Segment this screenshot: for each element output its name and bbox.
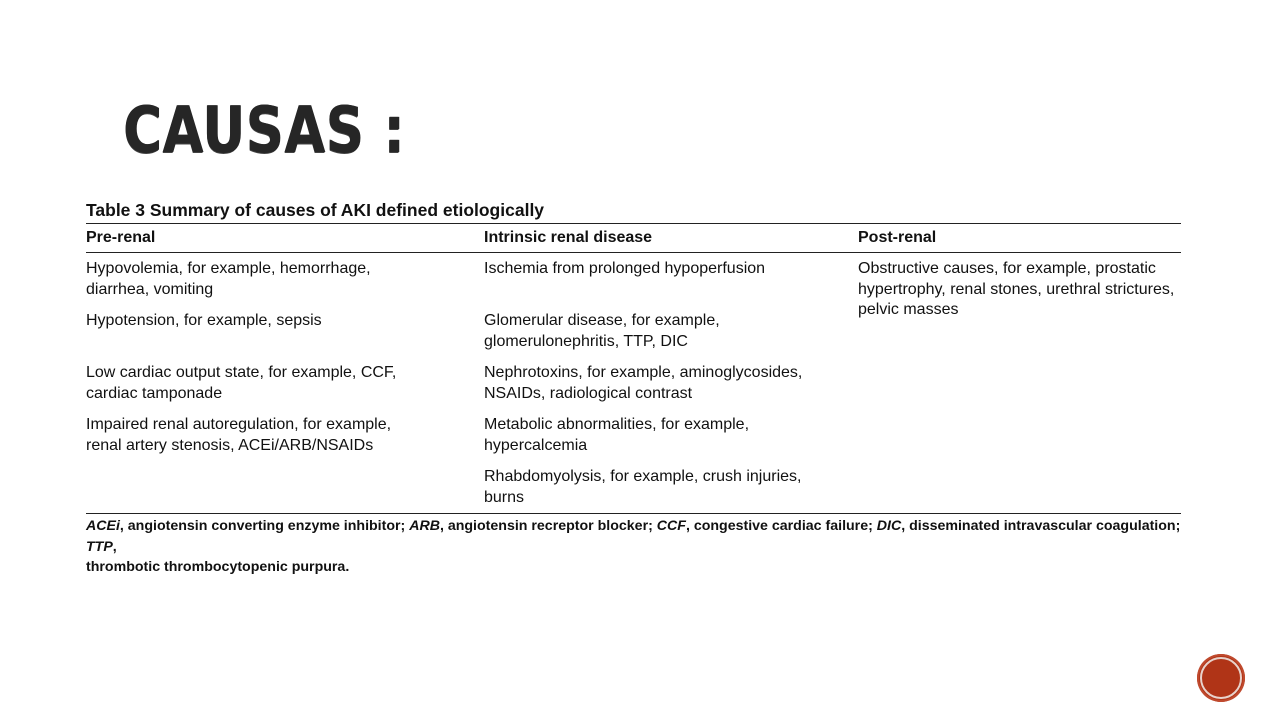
header-post-renal: Post-renal — [858, 229, 937, 246]
table-cell-pre-renal: Hypovolemia, for example, hemorrhage, diarrhea, vomiting — [86, 260, 371, 298]
footnote-text: , angiotensin converting enzyme inhibitor; — [119, 518, 410, 534]
footnote-text: , disseminated intravascular coagulation; — [901, 518, 1181, 534]
table-cell-post-renal: Obstructive causes, for example, prostatic hypertrophy, renal stones, urethral strictures, pelvic masses — [858, 260, 1175, 318]
footnote-abbr: ARB — [409, 518, 440, 534]
header-pre-renal: Pre-renal — [86, 229, 156, 246]
table-cell-intrinsic-renal: Glomerular disease, for example, glomerulonephritis, TTP, DIC — [484, 312, 720, 350]
table-bottom-rule — [86, 513, 1181, 514]
circle-button-icon — [1200, 657, 1242, 699]
causes-table — [86, 199, 1181, 578]
table-cell-intrinsic-renal: Nephrotoxins, for example, aminoglycosides, NSAIDs, radiological contrast — [484, 364, 803, 402]
slide-title: CAUSAS : — [123, 94, 406, 168]
footnote-abbr: CCF — [656, 518, 686, 534]
footnote-text: , thrombotic thrombocytopenic purpura. — [86, 538, 350, 575]
slide-nav-button[interactable] — [1197, 654, 1245, 702]
footnote-abbr: ACEi — [86, 518, 120, 534]
table-cell-pre-renal: Impaired renal autoregulation, for example, renal artery stenosis, ACEi/ARB/NSAIDs — [86, 416, 392, 454]
table-cell-pre-renal: Hypotension, for example, sepsis — [86, 312, 322, 329]
table-header-row — [86, 224, 1181, 252]
footnote-abbr: DIC — [876, 518, 902, 534]
table-footnote — [86, 516, 1181, 578]
table-cell-pre-renal: Low cardiac output state, for example, CCF, cardiac tamponade — [86, 364, 397, 402]
table-cell-intrinsic-renal: Rhabdomyolysis, for example, crush injuries, burns — [484, 468, 802, 506]
header-intrinsic-renal: Intrinsic renal disease — [484, 229, 653, 246]
table-cell-intrinsic-renal: Metabolic abnormalities, for example, hypercalcemia — [484, 416, 750, 454]
table-cell-intrinsic-renal: Ischemia from prolonged hypoperfusion — [484, 260, 766, 277]
table-caption: Table 3 Summary of causes of AKI defined etiologically — [86, 200, 545, 220]
footnote-abbr: TTP — [86, 538, 113, 555]
footnote-text: , angiotensin recreptor blocker; — [439, 518, 657, 534]
footnote-text: , congestive cardiac failure; — [685, 518, 877, 534]
table-body — [86, 253, 1181, 513]
